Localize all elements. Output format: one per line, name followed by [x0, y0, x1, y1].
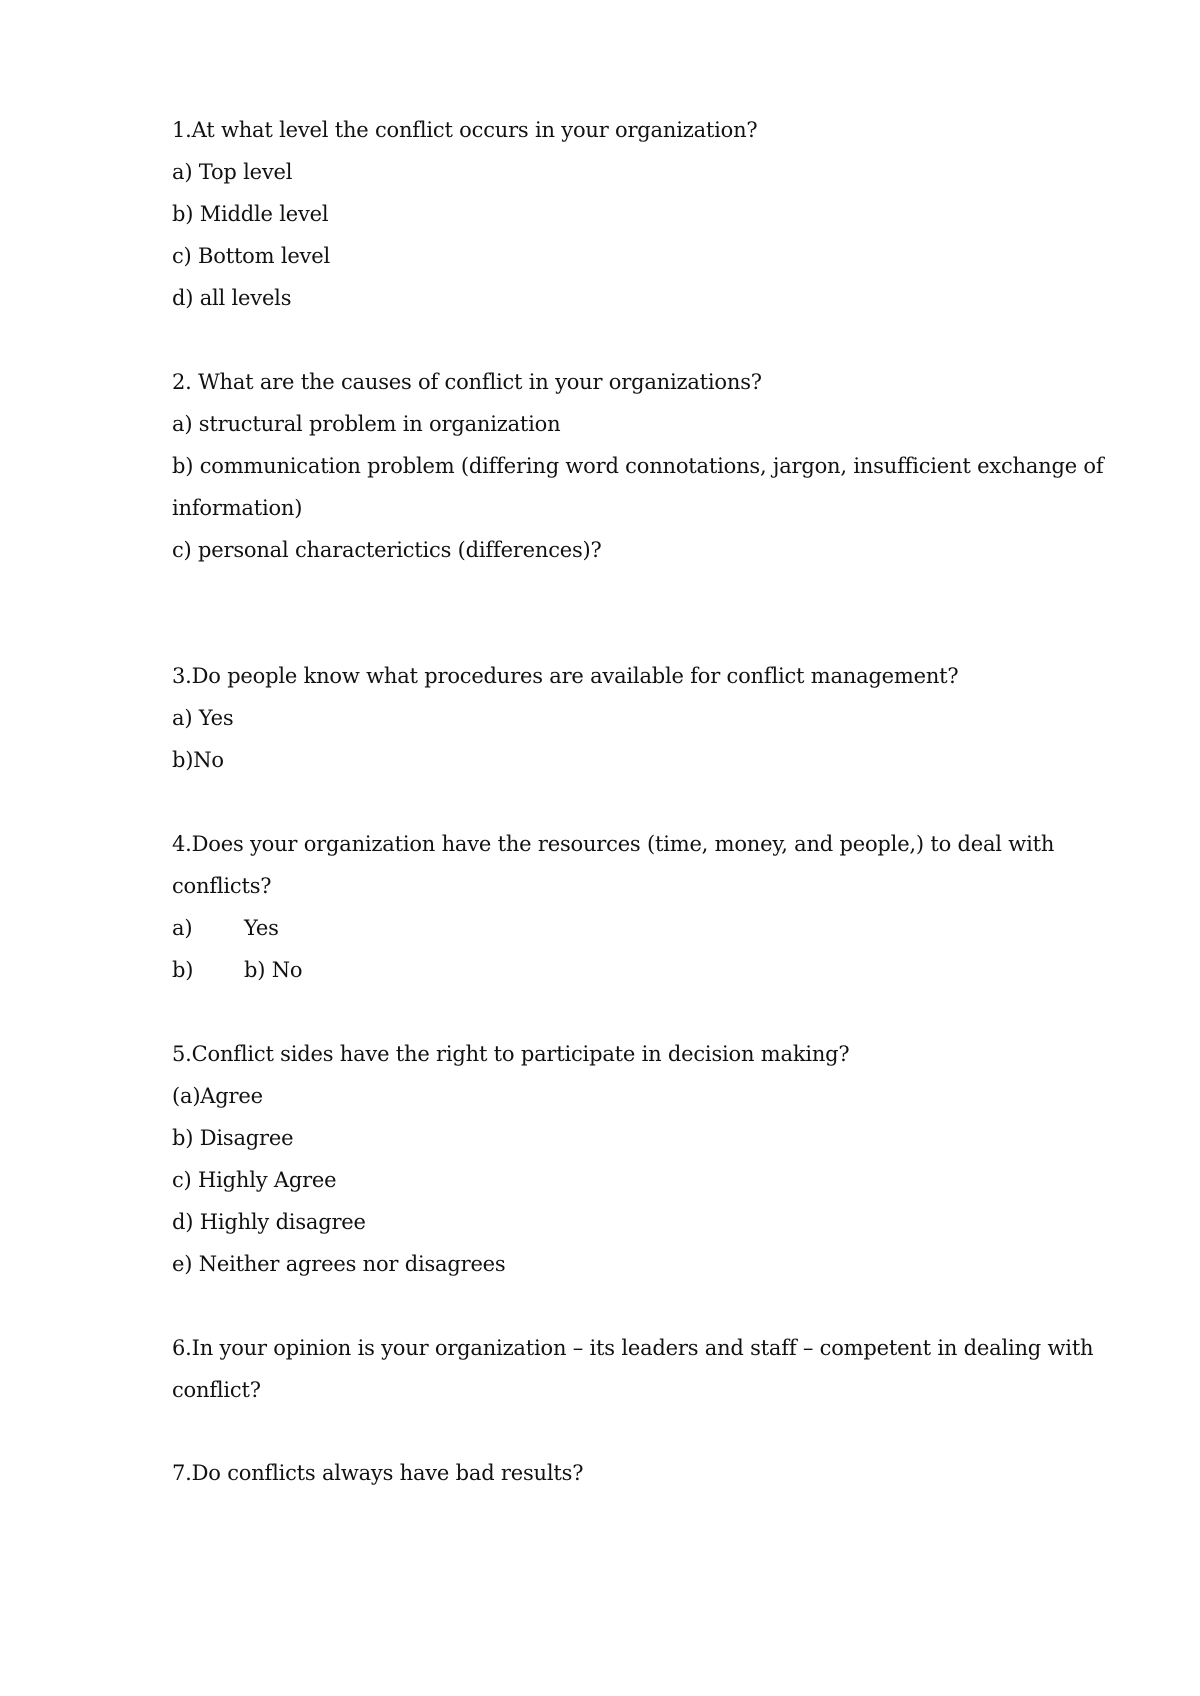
- question-2-option-b: b) communication problem (differing word connotations, jargon, insufficient exchange of: [172, 454, 1104, 478]
- question-2-option-a: a) structural problem in organization: [172, 412, 561, 436]
- question-2-option-c: c) personal characterictics (differences)?: [172, 538, 602, 562]
- question-4-text-continued: conflicts?: [172, 874, 272, 898]
- question-5-option-b: b) Disagree: [172, 1126, 294, 1150]
- question-4-option-b-text: b) No: [244, 958, 303, 982]
- question-2-text: 2. What are the causes of conflict in your organizations?: [172, 370, 762, 394]
- question-4-option-b: [172, 957, 302, 983]
- question-5-option-d: d) Highly disagree: [172, 1210, 366, 1234]
- question-4-option-a: [172, 915, 279, 941]
- question-3-option-a: a) Yes: [172, 706, 234, 730]
- question-2-option-b-continued: information): [172, 496, 303, 520]
- question-4-option-b-label: b): [172, 958, 194, 982]
- question-6-text-continued: conflict?: [172, 1378, 261, 1402]
- question-5-text: 5.Conflict sides have the right to participate in decision making?: [172, 1042, 850, 1066]
- question-1-option-c: c) Bottom level: [172, 244, 330, 268]
- question-1-option-a: a) Top level: [172, 160, 293, 184]
- question-4-text: 4.Does your organization have the resources (time, money, and people,) to deal with: [172, 832, 1055, 856]
- question-1-option-d: d) all levels: [172, 286, 292, 310]
- question-3-text: 3.Do people know what procedures are available for conflict management?: [172, 664, 959, 688]
- question-5-option-a: (a)Agree: [172, 1084, 263, 1108]
- question-1-option-b: b) Middle level: [172, 202, 329, 226]
- question-3-option-b: b)No: [172, 748, 224, 772]
- question-1-text: 1.At what level the conflict occurs in your organization?: [172, 118, 758, 142]
- question-5-option-c: c) Highly Agree: [172, 1168, 337, 1192]
- question-4-option-a-label: a): [172, 916, 193, 940]
- question-7-text: 7.Do conflicts always have bad results?: [172, 1461, 584, 1485]
- question-5-option-e: e) Neither agrees nor disagrees: [172, 1252, 506, 1276]
- question-6-text: 6.In your opinion is your organization – its leaders and staff – competent in dealing with: [172, 1336, 1094, 1360]
- question-4-option-a-text: Yes: [244, 916, 279, 940]
